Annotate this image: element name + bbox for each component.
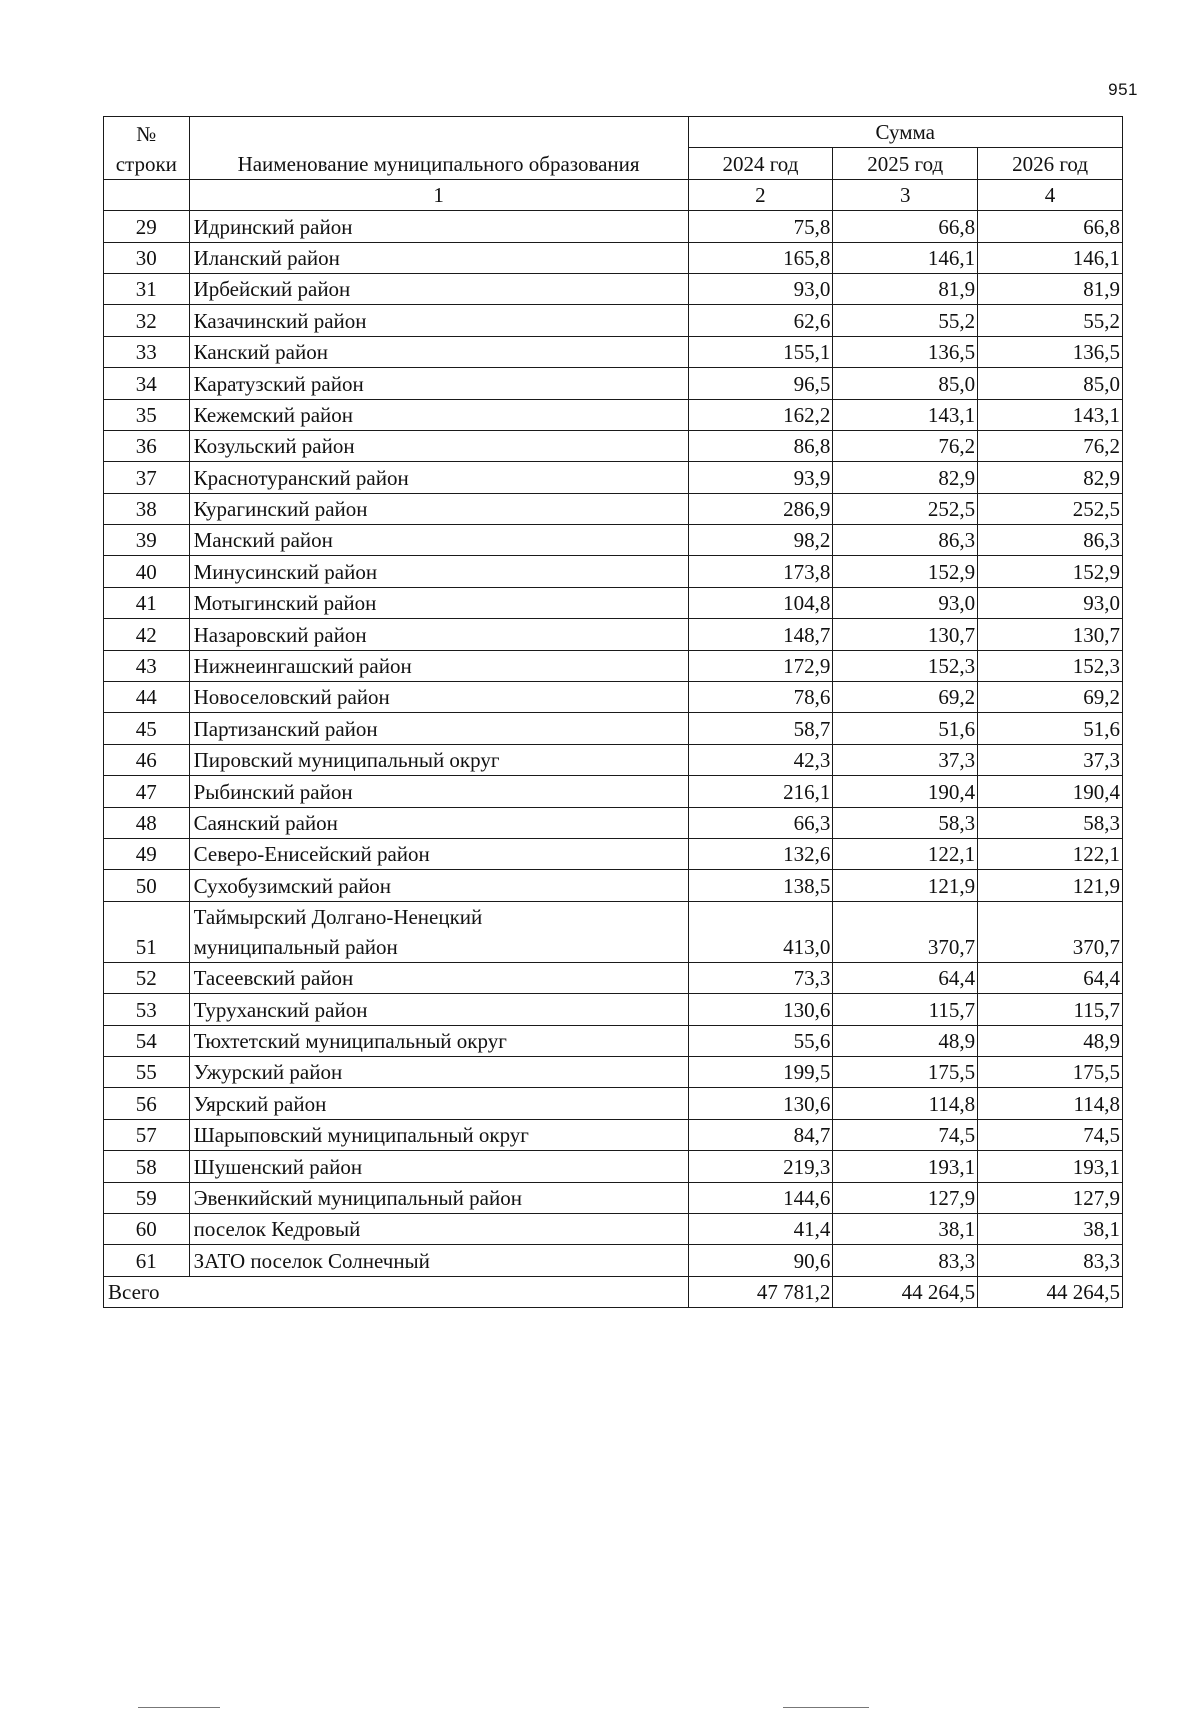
municipality-name: Кежемский район xyxy=(189,399,688,430)
year-header-2025: 2025 год xyxy=(833,148,978,179)
table-row xyxy=(104,305,1123,336)
amount-2024: 413,0 xyxy=(688,901,833,962)
total-row xyxy=(104,1276,1123,1307)
amount-2025: 83,3 xyxy=(833,1245,978,1276)
municipality-name: Партизанский район xyxy=(189,713,688,744)
amount-2024: 75,8 xyxy=(688,211,833,242)
amount-2024: 93,9 xyxy=(688,462,833,493)
amount-2024: 162,2 xyxy=(688,399,833,430)
amount-2025: 74,5 xyxy=(833,1119,978,1150)
amount-2024: 104,8 xyxy=(688,587,833,618)
table-row xyxy=(104,1213,1123,1244)
municipality-name: Туруханский район xyxy=(189,994,688,1025)
table-row xyxy=(104,525,1123,556)
amount-2026: 38,1 xyxy=(978,1213,1123,1244)
row-number: 45 xyxy=(104,713,190,744)
footer-rule-right xyxy=(783,1707,869,1708)
row-number: 39 xyxy=(104,525,190,556)
amount-2025: 58,3 xyxy=(833,807,978,838)
municipality-name: Минусинский район xyxy=(189,556,688,587)
row-number: 52 xyxy=(104,962,190,993)
municipality-name: Эвенкийский муниципальный район xyxy=(189,1182,688,1213)
footer-rule-left xyxy=(138,1707,220,1708)
amount-2026: 48,9 xyxy=(978,1025,1123,1056)
amount-2026: 175,5 xyxy=(978,1056,1123,1087)
row-number: 48 xyxy=(104,807,190,838)
amount-2026: 143,1 xyxy=(978,399,1123,430)
municipality-name: Тасеевский район xyxy=(189,962,688,993)
amount-2025: 115,7 xyxy=(833,994,978,1025)
municipality-name: Ирбейский район xyxy=(189,273,688,304)
row-number: 40 xyxy=(104,556,190,587)
row-number: 29 xyxy=(104,211,190,242)
row-number: 50 xyxy=(104,870,190,901)
amount-2025: 76,2 xyxy=(833,430,978,461)
amount-2026: 130,7 xyxy=(978,619,1123,650)
amount-2025: 252,5 xyxy=(833,493,978,524)
municipality-name: Рыбинский район xyxy=(189,776,688,807)
amount-2024: 62,6 xyxy=(688,305,833,336)
column-number-3: 3 xyxy=(833,179,978,210)
row-number: 30 xyxy=(104,242,190,273)
amount-2025: 85,0 xyxy=(833,368,978,399)
table-row xyxy=(104,493,1123,524)
table-row xyxy=(104,368,1123,399)
amount-2025: 64,4 xyxy=(833,962,978,993)
municipality-name: Иланский район xyxy=(189,242,688,273)
amount-2026: 252,5 xyxy=(978,493,1123,524)
table-row xyxy=(104,744,1123,775)
table-row xyxy=(104,901,1123,962)
amount-2026: 64,4 xyxy=(978,962,1123,993)
row-number: 33 xyxy=(104,336,190,367)
amount-2025: 122,1 xyxy=(833,838,978,869)
table-row xyxy=(104,870,1123,901)
amount-2025: 121,9 xyxy=(833,870,978,901)
table-footer xyxy=(104,1276,1123,1307)
row-number: 59 xyxy=(104,1182,190,1213)
amount-2024: 130,6 xyxy=(688,994,833,1025)
row-number: 57 xyxy=(104,1119,190,1150)
table-row xyxy=(104,682,1123,713)
amount-2024: 173,8 xyxy=(688,556,833,587)
row-number: 34 xyxy=(104,368,190,399)
row-number: 32 xyxy=(104,305,190,336)
amount-2026: 83,3 xyxy=(978,1245,1123,1276)
page-number: 951 xyxy=(1108,80,1138,99)
row-number: 51 xyxy=(104,901,190,962)
amount-2026: 76,2 xyxy=(978,430,1123,461)
amount-2025: 81,9 xyxy=(833,273,978,304)
table-row xyxy=(104,1245,1123,1276)
amount-2026: 51,6 xyxy=(978,713,1123,744)
table-row xyxy=(104,650,1123,681)
amount-2025: 82,9 xyxy=(833,462,978,493)
table-row xyxy=(104,807,1123,838)
amount-2025: 48,9 xyxy=(833,1025,978,1056)
amount-2026: 66,8 xyxy=(978,211,1123,242)
amount-2026: 81,9 xyxy=(978,273,1123,304)
table-body xyxy=(104,211,1123,1277)
municipality-name: Каратузский район xyxy=(189,368,688,399)
amount-2024: 138,5 xyxy=(688,870,833,901)
amount-2026: 146,1 xyxy=(978,242,1123,273)
table-row xyxy=(104,1182,1123,1213)
municipality-name: Шушенский район xyxy=(189,1151,688,1182)
amount-2024: 66,3 xyxy=(688,807,833,838)
table-row xyxy=(104,587,1123,618)
amount-2025: 66,8 xyxy=(833,211,978,242)
amount-2024: 165,8 xyxy=(688,242,833,273)
table-row xyxy=(104,713,1123,744)
amount-2025: 127,9 xyxy=(833,1182,978,1213)
row-number: 43 xyxy=(104,650,190,681)
municipality-name: Нижнеингашский район xyxy=(189,650,688,681)
amount-2024: 286,9 xyxy=(688,493,833,524)
amount-2026: 152,9 xyxy=(978,556,1123,587)
municipality-name: Казачинский район xyxy=(189,305,688,336)
table-row xyxy=(104,242,1123,273)
row-number: 37 xyxy=(104,462,190,493)
municipality-name: Сухобузимский район xyxy=(189,870,688,901)
row-number-header xyxy=(104,117,190,180)
amount-2025: 93,0 xyxy=(833,587,978,618)
amount-2026: 193,1 xyxy=(978,1151,1123,1182)
amount-2024: 148,7 xyxy=(688,619,833,650)
row-number: 38 xyxy=(104,493,190,524)
amount-2024: 58,7 xyxy=(688,713,833,744)
municipality-name: Таймырский Долгано-Ненецкий муниципальный район xyxy=(189,901,688,962)
table-row xyxy=(104,273,1123,304)
table-row xyxy=(104,1119,1123,1150)
amount-2026: 82,9 xyxy=(978,462,1123,493)
amount-2024: 90,6 xyxy=(688,1245,833,1276)
row-number: 44 xyxy=(104,682,190,713)
amount-2026: 190,4 xyxy=(978,776,1123,807)
row-number: 36 xyxy=(104,430,190,461)
amount-2025: 152,9 xyxy=(833,556,978,587)
amount-2024: 199,5 xyxy=(688,1056,833,1087)
municipality-name: Пировский муниципальный округ xyxy=(189,744,688,775)
table-row xyxy=(104,211,1123,242)
row-number-header-top: № xyxy=(136,121,157,146)
municipality-name: Саянский район xyxy=(189,807,688,838)
amount-2025: 193,1 xyxy=(833,1151,978,1182)
row-number: 58 xyxy=(104,1151,190,1182)
amount-2026: 121,9 xyxy=(978,870,1123,901)
amount-2026: 136,5 xyxy=(978,336,1123,367)
amount-2025: 55,2 xyxy=(833,305,978,336)
table-row xyxy=(104,1056,1123,1087)
municipality-name: Тюхтетский муниципальный округ xyxy=(189,1025,688,1056)
amount-2026: 86,3 xyxy=(978,525,1123,556)
table-row xyxy=(104,336,1123,367)
amount-2025: 190,4 xyxy=(833,776,978,807)
table-row xyxy=(104,619,1123,650)
amount-2025: 114,8 xyxy=(833,1088,978,1119)
table-row xyxy=(104,430,1123,461)
row-number: 35 xyxy=(104,399,190,430)
amount-2024: 172,9 xyxy=(688,650,833,681)
amount-2025: 143,1 xyxy=(833,399,978,430)
municipality-name: Идринский район xyxy=(189,211,688,242)
amount-2025: 86,3 xyxy=(833,525,978,556)
amount-2026: 69,2 xyxy=(978,682,1123,713)
year-header-2026: 2026 год xyxy=(978,148,1123,179)
row-number: 31 xyxy=(104,273,190,304)
row-number: 46 xyxy=(104,744,190,775)
table-row xyxy=(104,838,1123,869)
municipality-name: Новоселовский район xyxy=(189,682,688,713)
amount-2024: 78,6 xyxy=(688,682,833,713)
municipality-name: Назаровский район xyxy=(189,619,688,650)
column-number-1: 1 xyxy=(189,179,688,210)
amount-2025: 38,1 xyxy=(833,1213,978,1244)
amount-2026: 122,1 xyxy=(978,838,1123,869)
amount-2024: 130,6 xyxy=(688,1088,833,1119)
table-row xyxy=(104,962,1123,993)
budget-table xyxy=(103,116,1123,1308)
amount-2024: 41,4 xyxy=(688,1213,833,1244)
row-number: 55 xyxy=(104,1056,190,1087)
municipality-name: Мотыгинский район xyxy=(189,587,688,618)
table-row xyxy=(104,776,1123,807)
municipality-name: Ужурский район xyxy=(189,1056,688,1087)
amount-2026: 74,5 xyxy=(978,1119,1123,1150)
municipality-name: Шарыповский муниципальный округ xyxy=(189,1119,688,1150)
amount-2024: 132,6 xyxy=(688,838,833,869)
row-number: 49 xyxy=(104,838,190,869)
municipality-name: Краснотуранский район xyxy=(189,462,688,493)
amount-2024: 55,6 xyxy=(688,1025,833,1056)
amount-2026: 114,8 xyxy=(978,1088,1123,1119)
amount-2025: 136,5 xyxy=(833,336,978,367)
sum-header: Сумма xyxy=(688,117,1122,148)
municipality-name: Северо-Енисейский район xyxy=(189,838,688,869)
table-row xyxy=(104,1025,1123,1056)
amount-2025: 130,7 xyxy=(833,619,978,650)
row-number: 41 xyxy=(104,587,190,618)
row-number: 47 xyxy=(104,776,190,807)
row-number: 53 xyxy=(104,994,190,1025)
municipality-name: Козульский район xyxy=(189,430,688,461)
amount-2024: 144,6 xyxy=(688,1182,833,1213)
column-number-blank xyxy=(104,179,190,210)
amount-2024: 98,2 xyxy=(688,525,833,556)
column-number-4: 4 xyxy=(978,179,1123,210)
amount-2026: 55,2 xyxy=(978,305,1123,336)
table-row xyxy=(104,1151,1123,1182)
amount-2024: 73,3 xyxy=(688,962,833,993)
municipality-name: Уярский район xyxy=(189,1088,688,1119)
municipality-name: Курагинский район xyxy=(189,493,688,524)
amount-2025: 146,1 xyxy=(833,242,978,273)
municipality-name: Канский район xyxy=(189,336,688,367)
amount-2024: 86,8 xyxy=(688,430,833,461)
amount-2026: 127,9 xyxy=(978,1182,1123,1213)
table-header xyxy=(104,117,1123,211)
amount-2024: 93,0 xyxy=(688,273,833,304)
amount-2025: 152,3 xyxy=(833,650,978,681)
amount-2024: 42,3 xyxy=(688,744,833,775)
year-header-2024: 2024 год xyxy=(688,148,833,179)
table-row xyxy=(104,994,1123,1025)
row-number: 54 xyxy=(104,1025,190,1056)
row-number: 60 xyxy=(104,1213,190,1244)
amount-2026: 152,3 xyxy=(978,650,1123,681)
amount-2024: 216,1 xyxy=(688,776,833,807)
municipality-name: Манский район xyxy=(189,525,688,556)
municipality-name: ЗАТО поселок Солнечный xyxy=(189,1245,688,1276)
amount-2026: 370,7 xyxy=(978,901,1123,962)
amount-2026: 85,0 xyxy=(978,368,1123,399)
amount-2025: 69,2 xyxy=(833,682,978,713)
row-number-header-bottom: строки xyxy=(115,151,177,176)
amount-2026: 93,0 xyxy=(978,587,1123,618)
amount-2025: 37,3 xyxy=(833,744,978,775)
total-2025: 44 264,5 xyxy=(833,1276,978,1307)
total-2026: 44 264,5 xyxy=(978,1276,1123,1307)
amount-2026: 37,3 xyxy=(978,744,1123,775)
name-header: Наименование муниципального образования xyxy=(189,117,688,180)
amount-2025: 370,7 xyxy=(833,901,978,962)
row-number: 61 xyxy=(104,1245,190,1276)
total-label: Всего xyxy=(104,1276,689,1307)
total-2024: 47 781,2 xyxy=(688,1276,833,1307)
row-number: 56 xyxy=(104,1088,190,1119)
amount-2024: 84,7 xyxy=(688,1119,833,1150)
amount-2024: 219,3 xyxy=(688,1151,833,1182)
amount-2025: 51,6 xyxy=(833,713,978,744)
amount-2024: 155,1 xyxy=(688,336,833,367)
table-row xyxy=(104,556,1123,587)
amount-2025: 175,5 xyxy=(833,1056,978,1087)
column-number-2: 2 xyxy=(688,179,833,210)
municipality-name: поселок Кедровый xyxy=(189,1213,688,1244)
table-row xyxy=(104,1088,1123,1119)
amount-2026: 115,7 xyxy=(978,994,1123,1025)
amount-2024: 96,5 xyxy=(688,368,833,399)
table-row xyxy=(104,399,1123,430)
row-number: 42 xyxy=(104,619,190,650)
amount-2026: 58,3 xyxy=(978,807,1123,838)
table-row xyxy=(104,462,1123,493)
